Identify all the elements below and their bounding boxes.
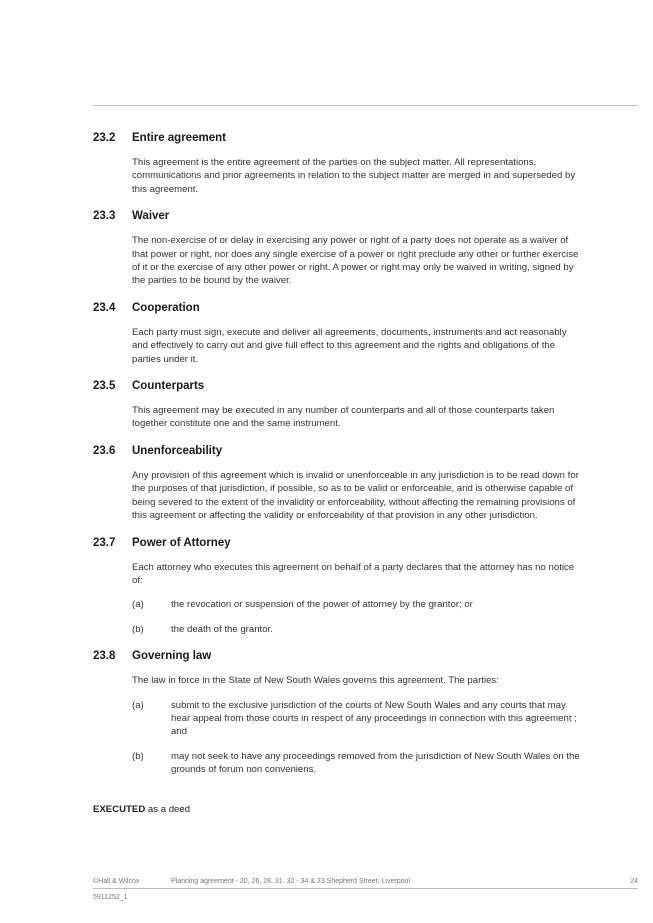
- clause-23-3: [93, 209, 583, 301]
- executed-suffix: as a deed: [145, 803, 191, 815]
- clause-body: This agreement is the entire agreement of the parties on the subject matter. All representations, communications and prior agreements in relation to the subject matter are merged in and superseded by this agreement.: [132, 157, 576, 195]
- clause-title: Governing law: [132, 650, 212, 663]
- footer-rule: [93, 888, 638, 889]
- sub-clause-label: (b): [132, 623, 144, 635]
- page-footer: [93, 877, 638, 886]
- clause-body: This agreement may be executed in any number of counterparts and all of those counterparts taken together constitute one and the same instrument.: [132, 405, 555, 430]
- clause-23-2: [93, 131, 583, 209]
- clause-title: Counterparts: [132, 380, 205, 393]
- clause-heading: [93, 536, 583, 550]
- clause-title: Power of Attorney: [132, 536, 231, 549]
- footer-description: Planning agreement - 20, 26, 28, 31, 32 - 34 & 33 Shepherd Street, Liverpool: [171, 878, 410, 885]
- clause-23-6: [93, 444, 583, 536]
- sub-clause-label: (a): [132, 699, 144, 711]
- clause-title: Unenforceability: [132, 444, 223, 457]
- clause-body: Each attorney who executes this agreement on behalf of a party declares that the attorney has no notice of:: [132, 561, 575, 586]
- clause-number: 23.7: [93, 536, 116, 549]
- clause-number: 23.5: [93, 380, 116, 393]
- clause-number: 23.4: [93, 301, 116, 314]
- sub-clause: [132, 623, 583, 636]
- clause-number: 23.6: [93, 444, 116, 457]
- footer-firm: ©Hall & Wilcox: [93, 878, 140, 885]
- sub-clause-label: (a): [132, 599, 144, 611]
- clause-number: 23.3: [93, 210, 116, 223]
- sub-clause: [132, 598, 583, 611]
- sections-list: [93, 131, 583, 790]
- clause-title: Waiver: [132, 210, 170, 223]
- clause-heading: [93, 379, 583, 393]
- sub-clause-text: the revocation or suspension of the power of attorney by the grantor; or: [171, 599, 473, 611]
- clause-23-5: [93, 379, 583, 444]
- clause-body: Each party must sign, execute and deliver all agreements, documents, instruments and act reasonably and effectively to carry out and give full effect to this agreement and the rights and obligations of the parties under it.: [132, 326, 567, 365]
- clause-body: The non-exercise of or delay in exercising any power or right of a party does not operate as a waiver of that power or right, nor does any single exercise of a power or right preclude any other or further exercise of it or the exercise of any other power or right. A power or right may only be waived in writing, signed by the parties to be bound by the waiver.: [132, 235, 579, 287]
- sub-clause-text: submit to the exclusive jurisdiction of the courts of New South Wales and any courts that may hear appeal from those courts in respect of any proceedings in connection with this agreement ; and: [171, 699, 577, 738]
- clause-number: 23.8: [93, 650, 116, 663]
- clause-title: Cooperation: [132, 301, 200, 314]
- clause-23-4: [93, 301, 583, 379]
- sub-clause: [132, 699, 583, 739]
- clause-body: Any provision of this agreement which is invalid or unenforceable in any jurisdiction is to be read down for the purposes of that jurisdiction, if possible, so as to be valid or enforceable, and is otherwise capable of being severed to the extent of the invalidity or enforceability, without affecting the remaining provisions of this agreement or affecting the validity or enforceability of that provision in any other jurisdiction.: [132, 469, 579, 522]
- clause-23-8: [93, 649, 583, 789]
- header-rule: [93, 105, 638, 106]
- document-reference: 5911252_1: [93, 894, 128, 901]
- clause-body: The law in force in the State of New South Wales governs this agreement. The parties:: [132, 675, 499, 687]
- clause-23-7: [93, 536, 583, 650]
- executed-label: EXECUTED: [93, 803, 146, 815]
- sub-clause-label: (b): [132, 750, 144, 762]
- sub-clause-text: the death of the grantor.: [171, 623, 273, 635]
- sub-clause-text: may not seek to have any proceedings removed from the jurisdiction of New South Wales on the grounds of forum non conveniens.: [171, 750, 580, 776]
- clause-heading: [93, 131, 583, 145]
- clause-number: 23.2: [93, 132, 116, 144]
- sub-clause: [132, 750, 583, 777]
- page-number: 24: [630, 878, 638, 885]
- document-body: [93, 131, 583, 816]
- clause-title: Entire agreement: [132, 132, 226, 144]
- clause-heading: [93, 444, 583, 458]
- clause-heading: [93, 209, 583, 223]
- clause-heading: [93, 649, 583, 663]
- execution-clause: [93, 803, 583, 816]
- clause-heading: [93, 301, 583, 315]
